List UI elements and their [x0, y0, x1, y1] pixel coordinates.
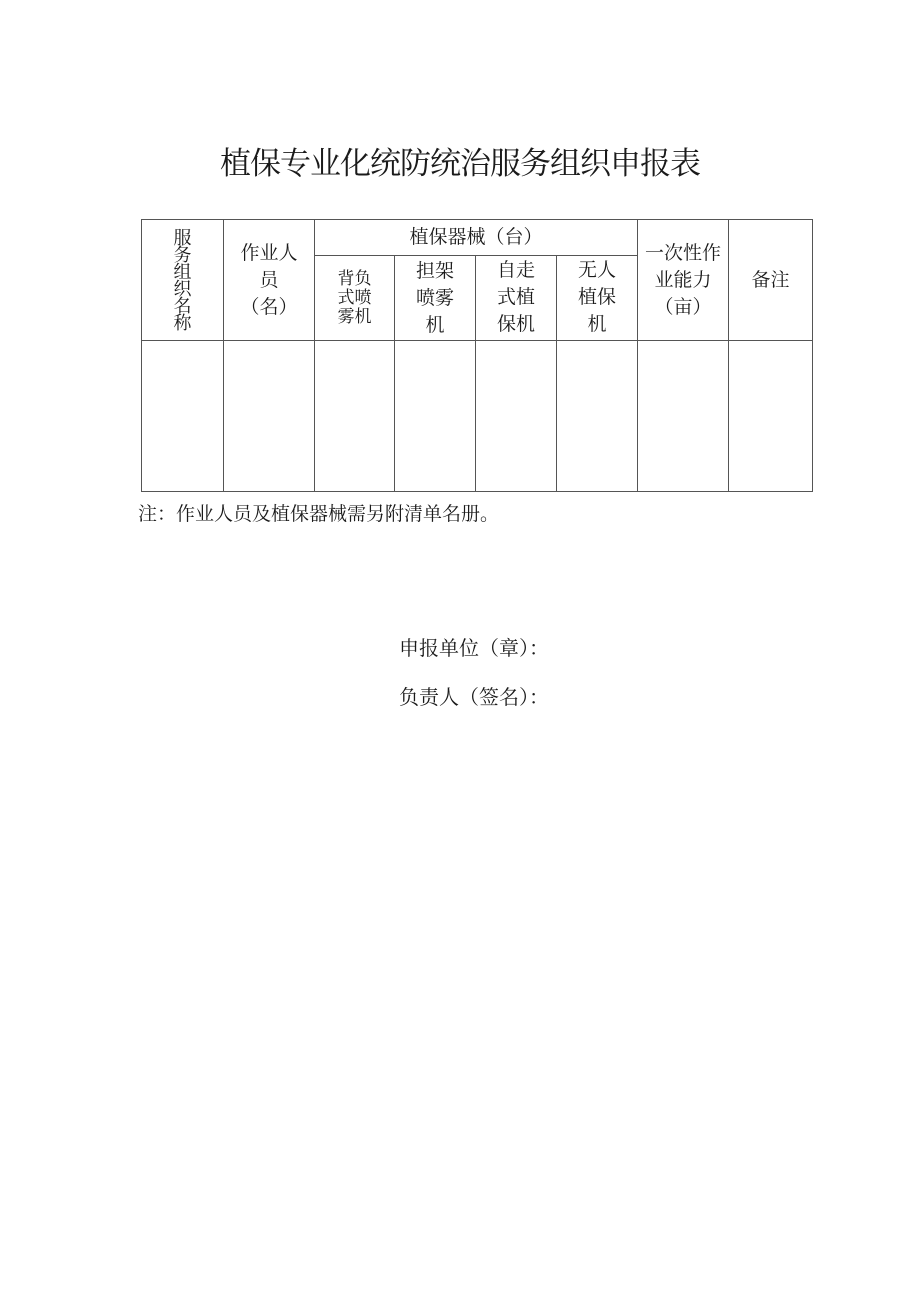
cell-remarks[interactable] [729, 341, 813, 492]
cell-org-name[interactable] [142, 341, 224, 492]
cell-self-propelled[interactable] [476, 341, 557, 492]
header-remarks: 备注 [729, 220, 813, 341]
responsible-person-signature: 负责人（签名）： [399, 685, 549, 709]
header-org-name [142, 220, 224, 341]
header-stretcher-sprayer: 担架喷雾机 [395, 256, 476, 341]
cell-drone[interactable] [557, 341, 638, 492]
header-machinery-group: 植保器械（台） [315, 220, 638, 256]
application-table [141, 219, 813, 492]
applicant-unit-stamp: 申报单位（章）： [399, 636, 549, 660]
cell-workers[interactable] [224, 341, 315, 492]
table-note: 注：作业人员及植保器械需另附清单名册。 [138, 503, 500, 525]
header-self-propelled: 自走式植保机 [476, 256, 557, 341]
cell-backpack-sprayer[interactable] [315, 341, 395, 492]
page-title: 植保专业化统防统治服务组织申报表 [220, 146, 700, 182]
header-backpack-sprayer: 背负式喷雾机 [315, 256, 395, 341]
header-org-name-label: 服务组织名称 [173, 228, 192, 334]
header-drone: 无人植保机 [557, 256, 638, 341]
header-capacity: 一次性作业能力（亩） [638, 220, 729, 341]
cell-capacity[interactable] [638, 341, 729, 492]
cell-stretcher-sprayer[interactable] [395, 341, 476, 492]
header-workers: 作业人员（名） [224, 220, 315, 341]
